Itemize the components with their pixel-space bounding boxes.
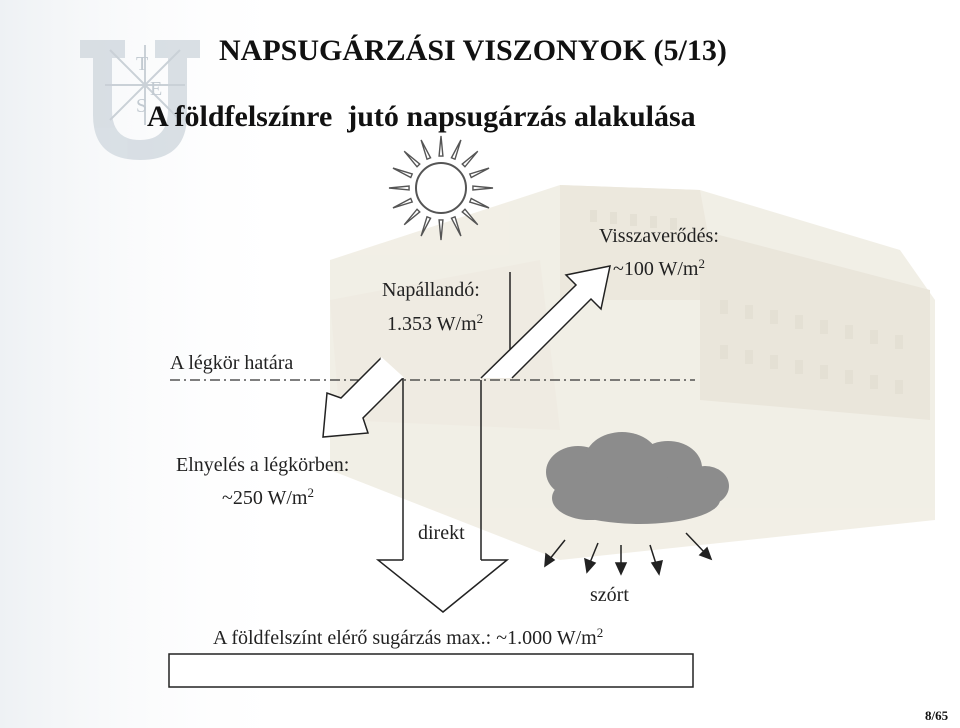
slide-title: NAPSUGÁRZÁSI VISZONYOK (5/13) (219, 34, 727, 67)
sun-ray (421, 140, 430, 159)
ground-surface (169, 654, 693, 687)
cloud-icon (546, 432, 729, 524)
sun-ray (470, 198, 489, 207)
atmosphere-boundary-label: A légkör határa (170, 352, 294, 374)
sun-ray (439, 220, 443, 240)
solar-constant-label: Napállandó: (382, 279, 480, 301)
sun-ray (389, 186, 409, 190)
svg-text:T: T (136, 53, 149, 75)
sun-ray (451, 140, 460, 159)
svg-text:E: E (150, 78, 163, 100)
sun-ray (393, 168, 412, 177)
absorption-value: ~250 $W/m^2$ (222, 485, 314, 509)
svg-text:S: S (136, 95, 148, 117)
direct-arrow (378, 560, 507, 612)
absorption-arrow (323, 358, 403, 437)
sun-ray (473, 186, 493, 190)
sun-ray (404, 151, 420, 167)
sun-icon (389, 136, 493, 240)
reflection-arrow (481, 266, 610, 378)
sun-ray (462, 151, 478, 167)
diffuse-label: szórt (590, 584, 629, 606)
sun-ray (462, 209, 478, 225)
absorption-label: Elnyelés a légkörben: (176, 454, 350, 476)
page-number: 8/65 (925, 708, 949, 723)
sun-ray (421, 217, 430, 236)
diffuse-arrows (545, 533, 711, 574)
direct-label: direkt (418, 522, 465, 544)
reflection-label: Visszaverődés: (599, 225, 719, 247)
surface-max-label: A földfelszínt elérő sugárzás max.: ~1.000 $W/m^2$ (213, 625, 604, 649)
slide-subtitle: A földfelszínre jutó napsugárzás alakulása (147, 100, 696, 133)
reflection-value: ~100 $W/m^2$ (613, 256, 705, 280)
sun-ray (439, 136, 443, 156)
sun-ray (404, 209, 420, 225)
sun-ray (393, 198, 412, 207)
sun-ray (470, 168, 489, 177)
sun-ray (451, 217, 460, 236)
solar-constant-value: 1.353 $W/m^2$ (387, 311, 484, 335)
